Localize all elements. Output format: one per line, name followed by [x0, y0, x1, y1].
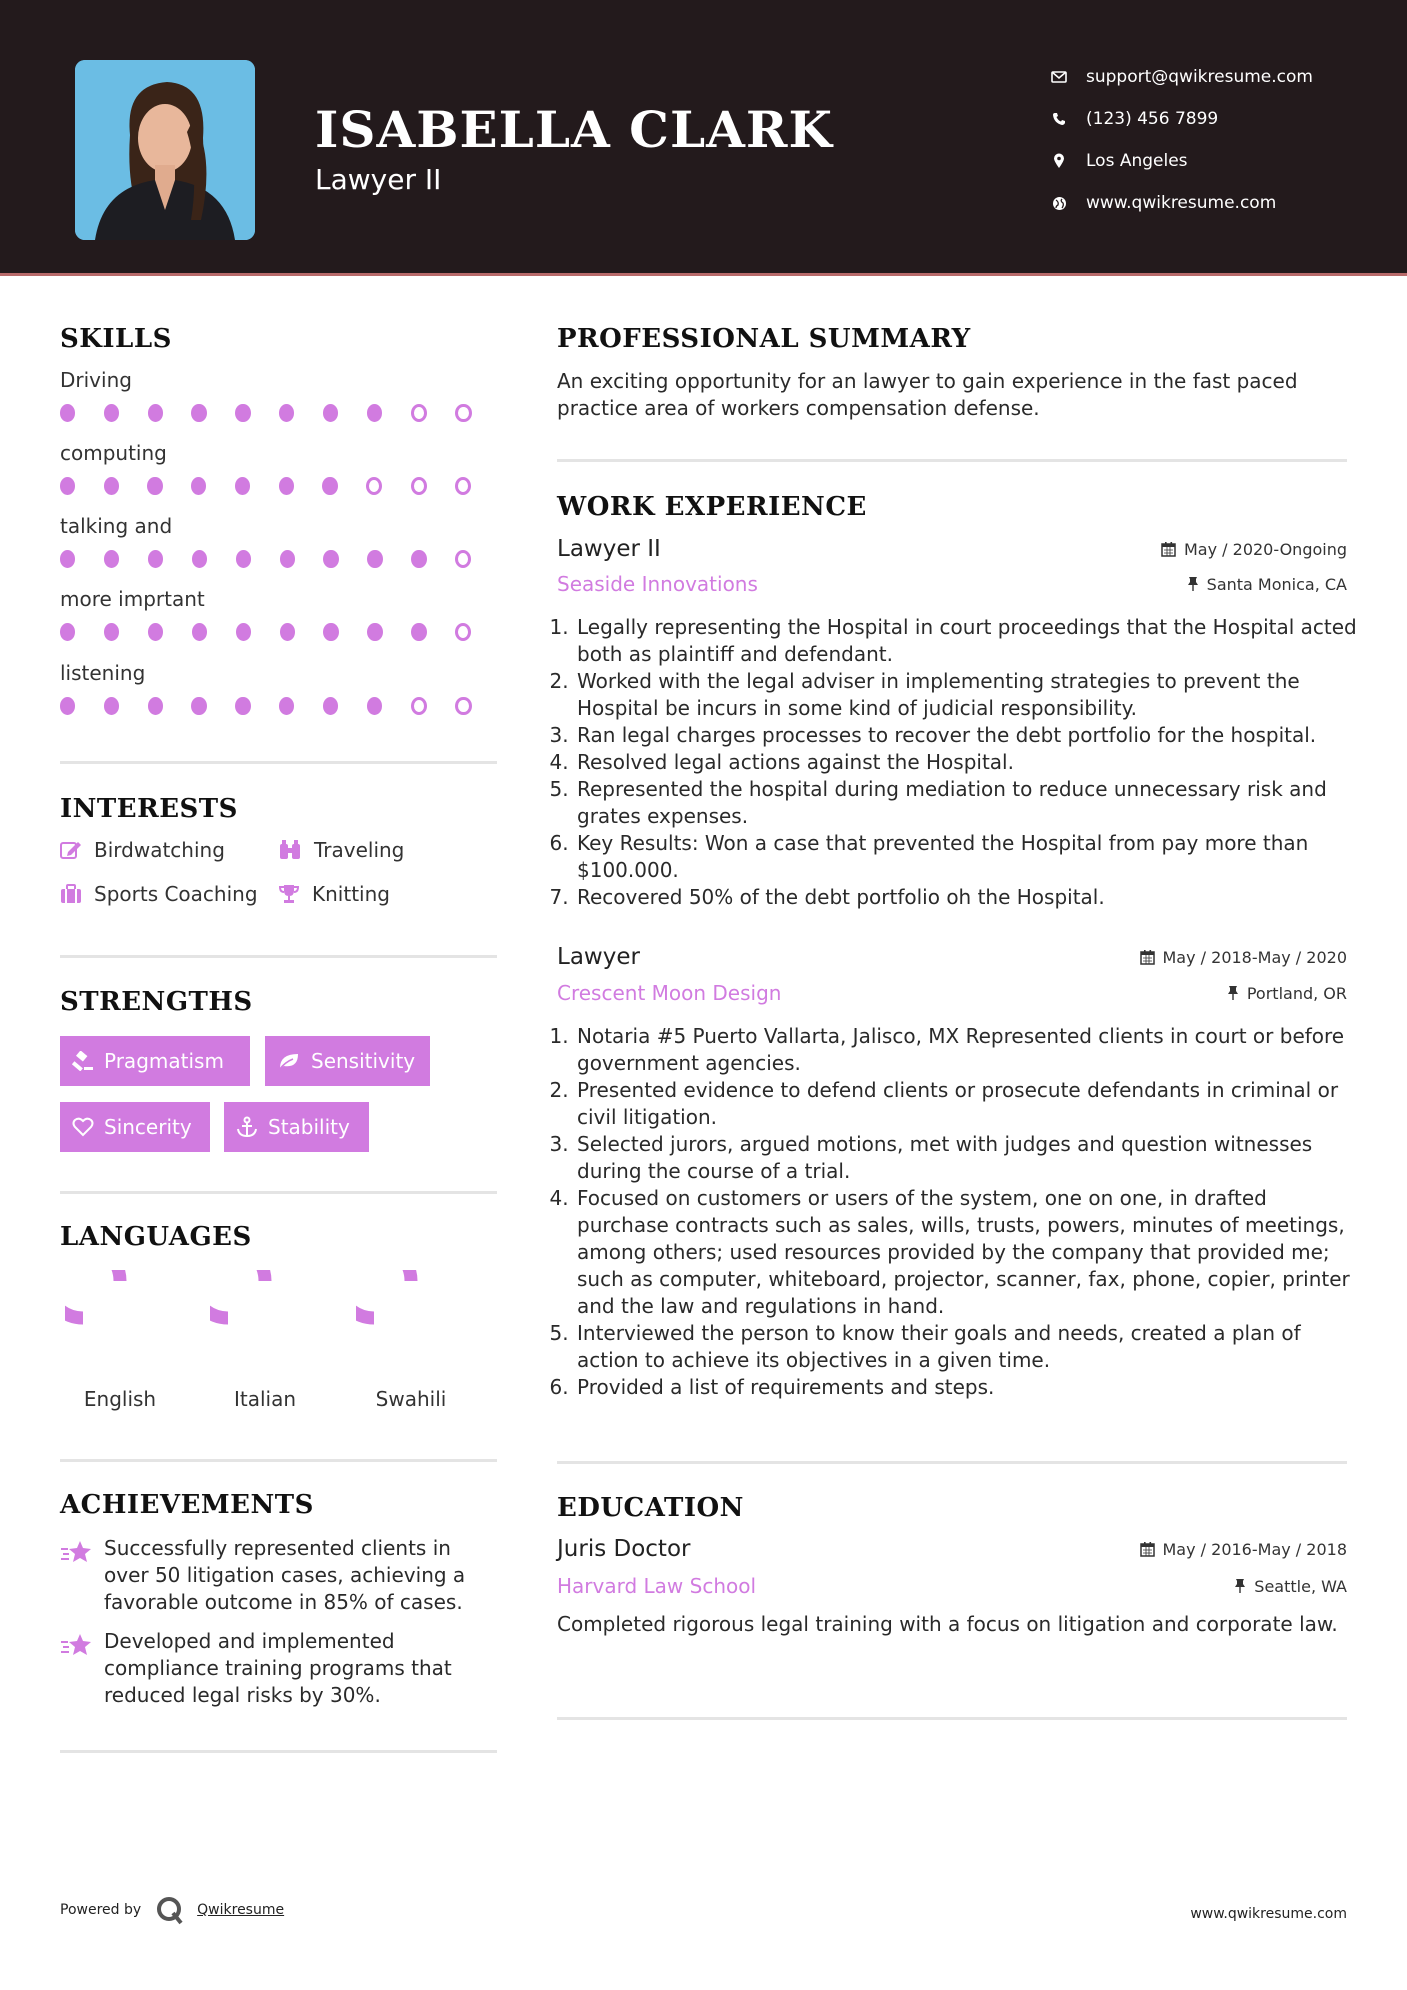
contact-email[interactable]	[1050, 56, 1380, 98]
job-bullet: 2. Worked with the legal adviser in implementing strategies to prevent the Hospital be incurs in some kind of judicial responsibility.	[575, 668, 1357, 722]
strength-badge	[265, 1036, 430, 1086]
education-heading: EDUCATION	[557, 1493, 744, 1523]
skill-dot-filled	[280, 623, 295, 641]
skill-dot-filled	[191, 697, 206, 715]
phone-icon	[1050, 110, 1068, 128]
interest-label: Birdwatching	[94, 838, 225, 862]
skill-dot-filled	[323, 697, 338, 715]
skill-dot-filled	[367, 404, 382, 422]
skill-dot-filled	[60, 477, 75, 495]
interest-label: Knitting	[312, 882, 390, 906]
job-dates-text: May / 2018-May / 2020	[1162, 947, 1347, 967]
section-divider	[60, 955, 497, 958]
job-bullet: 4. Focused on customers or users of the system, one on one, in drafted purchase contracts such as sales, wills, trusts, powers, minutes of meetings, among others; used resources provided by the company that provided me; such as computer, whiteboard, projector, scanner, fax, phone, copier, printer and the law and regulations in hand.	[575, 1185, 1357, 1320]
education-dates	[1140, 1540, 1348, 1559]
job-bullet: 2. Presented evidence to defend clients or prosecute defendants in criminal or civil litigation.	[575, 1077, 1357, 1131]
education-location	[1234, 1577, 1347, 1596]
pushpin-icon	[1234, 1578, 1246, 1594]
interest-item	[278, 838, 404, 862]
education-text: Completed rigorous legal training with a focus on litigation and corporate law.	[557, 1612, 1338, 1636]
skill-dot-empty	[411, 477, 427, 495]
skill-dot-filled	[60, 623, 75, 641]
education-header	[557, 1536, 1347, 1562]
contact-phone[interactable]	[1050, 98, 1380, 140]
skill-dot-filled	[367, 550, 382, 568]
skill-dot-empty	[455, 623, 471, 641]
job-bullet: 3. Ran legal charges processes to recover the debt portfolio for the hospital.	[575, 722, 1357, 749]
job-bullet: 6. Key Results: Won a case that prevented the Hospital from pay more than $100.000.	[575, 830, 1357, 884]
strength-label: Stability	[268, 1115, 350, 1139]
skill-rating	[60, 477, 500, 495]
contact-website-text: www.qwikresume.com	[1086, 193, 1277, 213]
job-location	[1227, 984, 1347, 1003]
calendar-icon	[1140, 1542, 1155, 1557]
language-item	[356, 1270, 466, 1411]
profile-photo	[75, 60, 255, 240]
contact-website[interactable]	[1050, 182, 1380, 224]
footer-website[interactable]: www.qwikresume.com	[1190, 1906, 1347, 1922]
job-location-text: Portland, OR	[1246, 983, 1347, 1003]
contact-email-text: support@qwikresume.com	[1086, 67, 1313, 87]
section-divider	[557, 1461, 1347, 1464]
skill-dot-filled	[148, 697, 163, 715]
leaf-icon	[277, 1051, 301, 1071]
skill-item	[60, 661, 500, 715]
contact-phone-text: (123) 456 7899	[1086, 109, 1219, 129]
language-item	[210, 1270, 320, 1411]
pushpin-icon	[1227, 985, 1239, 1001]
job-bullet: 7. Recovered 50% of the debt portfolio oh the Hospital.	[575, 884, 1357, 911]
skill-dot-filled	[322, 477, 337, 495]
skill-dot-filled	[104, 550, 119, 568]
summary-heading: PROFESSIONAL SUMMARY	[557, 324, 971, 354]
contact-list	[1050, 56, 1380, 224]
job-bullets	[557, 1023, 1357, 1401]
skill-dot-filled	[411, 550, 426, 568]
job-bullet: 3. Selected jurors, argued motions, met with judges and question witnesses during the course of a trial.	[575, 1131, 1357, 1185]
skill-dot-empty	[411, 697, 427, 715]
job-subheader	[557, 981, 1347, 1005]
strength-label: Sensitivity	[311, 1049, 416, 1073]
skill-dot-filled	[235, 697, 250, 715]
section-divider	[557, 459, 1347, 462]
skill-dot-filled	[279, 697, 294, 715]
section-divider	[60, 1459, 497, 1462]
section-divider	[60, 1191, 497, 1194]
header	[0, 0, 1407, 276]
skill-dot-filled	[104, 477, 119, 495]
skill-dot-filled	[148, 550, 163, 568]
skill-dot-filled	[192, 623, 207, 641]
skill-dot-filled	[148, 623, 163, 641]
language-item	[65, 1270, 175, 1411]
job-dates-text: May / 2020-Ongoing	[1184, 539, 1347, 559]
skill-dot-empty	[455, 477, 471, 495]
job-dates	[1140, 948, 1348, 967]
skill-rating	[60, 404, 500, 422]
job-company: Crescent Moon Design	[557, 981, 782, 1005]
skill-dot-empty	[455, 550, 471, 568]
skill-dot-filled	[367, 623, 382, 641]
binoculars-icon	[278, 840, 302, 860]
skill-dot-empty	[455, 697, 471, 715]
skill-dot-filled	[60, 697, 75, 715]
education-school: Harvard Law School	[557, 1574, 757, 1598]
interest-item	[60, 882, 258, 906]
skill-dot-filled	[323, 550, 338, 568]
strengths-heading: STRENGTHS	[60, 987, 253, 1017]
job-title: Lawyer II	[557, 536, 661, 562]
pushpin-icon	[1187, 576, 1199, 592]
skill-name: more imprtant	[60, 587, 205, 611]
skill-item	[60, 441, 500, 495]
language-label: Swahili	[375, 1387, 447, 1411]
job-title: Lawyer	[557, 944, 640, 970]
star-icon	[60, 1628, 104, 1709]
achievement-text: Successfully represented clients in over 50 litigation cases, achieving a favorable outcome in 85% of cases.	[104, 1536, 466, 1614]
skill-name: Driving	[60, 368, 132, 392]
section-divider	[60, 761, 497, 764]
job-bullet: 5. Represented the hospital during mediation to reduce unnecessary risk and grates expenses.	[575, 776, 1357, 830]
summary-text: An exciting opportunity for an lawyer to gain experience in the fast paced practice area of workers compensation defense.	[557, 369, 1298, 420]
skill-dot-filled	[323, 404, 338, 422]
languages-heading: LANGUAGES	[60, 1222, 252, 1252]
achievement-text: Developed and implemented compliance training programs that reduced legal risks by 30%.	[104, 1629, 452, 1707]
location-pin-icon	[1050, 152, 1068, 170]
job-header	[557, 944, 1347, 970]
interest-label: Traveling	[314, 838, 405, 862]
skill-rating	[60, 623, 500, 641]
job-bullet: 6. Provided a list of requirements and steps.	[575, 1374, 1357, 1401]
job-company: Seaside Innovations	[557, 572, 758, 596]
contact-location-text: Los Angeles	[1086, 151, 1188, 171]
skill-rating	[60, 550, 500, 568]
star-icon	[60, 1535, 104, 1616]
skill-dot-filled	[104, 404, 119, 422]
job-bullet: 1. Notaria #5 Puerto Vallarta, Jalisco, MX Represented clients in court or before government agencies.	[575, 1023, 1357, 1077]
skill-dot-filled	[236, 623, 251, 641]
skill-dot-empty	[455, 404, 471, 422]
brand-link[interactable]: Qwikresume	[197, 1902, 285, 1918]
heart-icon	[72, 1117, 94, 1137]
skill-dot-filled	[280, 550, 295, 568]
job-bullet: 1. Legally representing the Hospital in court proceedings that the Hospital acted both as plaintiff and defendant.	[575, 614, 1357, 668]
calendar-icon	[1140, 950, 1155, 965]
language-label: Italian	[233, 1387, 297, 1411]
trophy-icon	[278, 884, 300, 904]
skill-dot-empty	[366, 477, 382, 495]
candidate-title: Lawyer II	[315, 163, 442, 196]
skill-dot-filled	[411, 623, 426, 641]
section-divider	[557, 1717, 1347, 1720]
skill-name: talking and	[60, 514, 173, 538]
skill-dot-filled	[192, 550, 207, 568]
skill-dot-filled	[235, 404, 250, 422]
skill-item	[60, 368, 500, 422]
education-degree: Juris Doctor	[557, 1536, 691, 1562]
skill-dot-filled	[367, 697, 382, 715]
calendar-icon	[1161, 542, 1176, 557]
powered-by-label: Powered by	[60, 1902, 142, 1918]
skill-dot-filled	[279, 477, 294, 495]
skill-dot-filled	[235, 477, 250, 495]
job-bullets	[557, 614, 1357, 911]
language-ring	[356, 1270, 466, 1370]
job-bullet: 5. Interviewed the person to know their goals and needs, created a plan of action to achieve its objectives in a given time.	[575, 1320, 1357, 1374]
strength-label: Pragmatism	[104, 1049, 224, 1073]
strength-badge	[224, 1102, 369, 1152]
skill-name: listening	[60, 661, 146, 685]
skill-dot-filled	[60, 550, 75, 568]
interest-label: Sports Coaching	[94, 882, 258, 906]
skill-dot-filled	[323, 623, 338, 641]
achievements-heading: ACHIEVEMENTS	[60, 1490, 314, 1520]
achievement-item	[60, 1535, 500, 1616]
language-ring	[210, 1270, 320, 1370]
skill-dot-filled	[60, 404, 75, 422]
skill-dot-filled	[236, 550, 251, 568]
job-location	[1187, 575, 1347, 594]
job-header	[557, 536, 1347, 562]
experience-heading: WORK EXPERIENCE	[557, 492, 867, 522]
job-subheader	[557, 572, 1347, 596]
strength-badge	[60, 1036, 250, 1086]
skill-rating	[60, 697, 500, 715]
skill-item	[60, 514, 500, 568]
contact-location	[1050, 140, 1380, 182]
job-bullet: 4. Resolved legal actions against the Hospital.	[575, 749, 1357, 776]
skill-dot-empty	[411, 404, 427, 422]
edit-icon	[60, 840, 82, 860]
gavel-icon	[72, 1051, 94, 1071]
job-dates	[1161, 540, 1347, 559]
strength-label: Sincerity	[104, 1115, 192, 1139]
achievement-item	[60, 1628, 500, 1709]
education-dates-text: May / 2016-May / 2018	[1162, 1539, 1347, 1559]
footer-powered	[60, 1895, 284, 1925]
skill-dot-filled	[148, 404, 163, 422]
interest-item	[60, 838, 225, 862]
education-subheader	[557, 1574, 1347, 1598]
interests-heading: INTERESTS	[60, 794, 238, 824]
qwikresume-logo-icon	[155, 1895, 185, 1925]
skill-dot-filled	[147, 477, 162, 495]
section-divider	[60, 1750, 497, 1753]
skill-dot-filled	[104, 623, 119, 641]
skill-dot-filled	[191, 477, 206, 495]
suitcase-icon	[60, 884, 82, 904]
skill-dot-filled	[191, 404, 206, 422]
skill-dot-filled	[104, 697, 119, 715]
interest-item	[278, 882, 390, 906]
anchor-icon	[236, 1116, 258, 1138]
skill-name: computing	[60, 441, 167, 465]
job-location-text: Santa Monica, CA	[1206, 574, 1347, 594]
candidate-name: ISABELLA CLARK	[315, 100, 833, 159]
education-location-text: Seattle, WA	[1254, 1576, 1347, 1596]
globe-icon	[1050, 194, 1068, 212]
strength-badge	[60, 1102, 210, 1152]
skills-heading: SKILLS	[60, 324, 172, 354]
skill-dot-filled	[279, 404, 294, 422]
envelope-icon	[1050, 68, 1068, 86]
language-label: English	[83, 1387, 157, 1411]
skill-item	[60, 587, 500, 641]
language-ring	[65, 1270, 175, 1370]
